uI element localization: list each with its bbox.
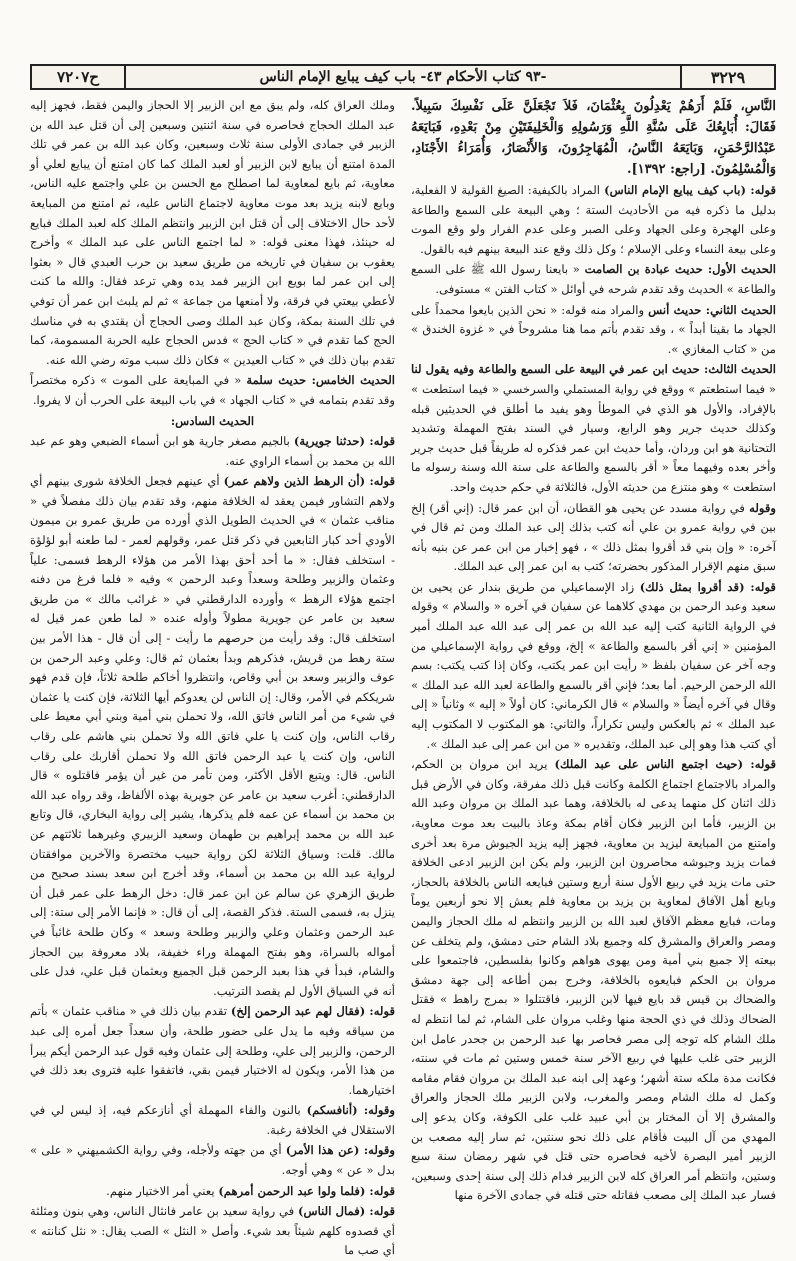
paragraph-label: قوله: (باب كيف يبايع الإمام الناس) (604, 183, 776, 197)
paragraph-label: الحديث الثالث: حديث ابن عمر في البيعة على السمع والطاعة وفيه يقول لنا (411, 362, 776, 377)
paragraph (30, 1101, 395, 1140)
paragraph-text: يريد ابن مروان بن الحكم، والمراد بالاجتماع اجتماع الكلمة وكانت قبل ذلك مفرقة، وكان في الأرض قبل ذلك اثنان كل منهما يدعى له بالخلافة، وهما عبد الملك بن مروان وعبد الله بن الزبير، فأما ابن الزبير فكان أقام بمكة وعاذ بالبيت بعد موت معاوية، وامتنع من المبايعة ليزيد بن معاوية، فجهز إليه يزيد الجيوش مرة بعد أخرى فمات يزيد وجيوشه محاصرون ابن الزبير، ولم يكن ابن الزبير ادعى الخلافة حتى مات يزيد في ربيع الأول سنة أربع وستين فبايعه الناس بالخلافة بالحجاز، وبايع أهل الآفاق لمعاوية بن يزيد بن معاوية فلم يعش إلا نحو أربعين يوماً ومات، فبايع معظم الآفاق لعبد الله بن الزبير وانتظم له ملك الحجاز واليمن ومصر والعراق والمشرق كله وجميع بلاد الشام حتى دمشق، ولم يتخلف عن بيعته إلا جميع بني أمية ومن يهوى هواهم وكانوا بفلسطين، فاجتمعوا على مروان بن الحكم فبايعوه بالخلافة، وخرج بمن أطاعه إلى جهة دمشق والضحاك بن قيس قد بايع فيها لابن الزبير، فاقتتلوا « بمرج راهط » فقتل الضحاك وذلك في ذي الحجة منها وغلب مروان على الشام، ثم لما انتظم له ملك الشام كله توجه إلى مصر فحاصر بها عبد الرحمن بن جحدر عامل ابن الزبير حتى غلب عليها في ربيع الآخر سنة خمس وستين ثم مات في سنته، فكانت مدة ملكه ستة أشهر؛ وعهد إلى ابنه عبد الملك بن مروان فقام مقامه وكمل له ملك الشام ومصر والمغرب، ولابن الزبير ملك الحجاز والعراق والمشرق إلا أن المختار بن أبي عبيد غلب على الكوفة، وكان يدعو إلى المهدي من آل البيت فأقام على ذلك نحو سنتين، ثم سار إليه مصعب بن الزبير أمير البصرة لأخيه فحاصره حتى قتل في شهر رمضان سنة سبع وستين، وانتظم أمر العراق كله لابن الزبير فدام ذلك إلى سنة إحدى وسبعين، فسار عبد الملك إلى مصعب فقاتله حتى قتله في جمادى الآخرة منها (411, 757, 776, 1203)
hadith-range: ح٧٢٠٧ (57, 68, 99, 86)
paragraph (30, 371, 395, 410)
paragraph-text: بالنون والفاء المهملة أي أنازعكم فيه، إذ ليس لي في الاستقلال في الخلافة رغبة. (30, 1103, 395, 1137)
paragraph-label: الحديث الأول: حديث عبادة بن الصامت (584, 262, 776, 277)
paragraph-label: الحديث الخامس: حديث سلمة (246, 373, 396, 388)
paragraph (411, 181, 776, 259)
paragraph-text: تقدم بيان ذلك في « مناقب عثمان » بأتم من سياقه وفيه ما يدل على حضور طلحة، وأن سعداً جعل أمره إلى عبد الرحمن، والزبير إلى علي، وطلحة إلى عثمان وفيه قول عبد الرحمن أيكم يبرأ من هذا الأمر، ويكون له الاختيار فيمن بقي، فاتفقوا عليه فتروى بعد ذلك في اختيارهما. (30, 1004, 395, 1097)
page-header (30, 64, 776, 90)
paragraph (30, 96, 395, 370)
paragraph-label: قوله: (فقال لهم عبد الرحمن إلخ) (230, 1004, 395, 1019)
paragraph-text: وملك العراق كله، ولم يبق مع ابن الزبير إلا الحجاز واليمن فقط، فجهز إليه عبد الملك الحجاج فحاصره في سنة اثنتين وسبعين إلى أن قتل عبد الله بن الزبير في جمادى الأولى سنة ثلاث وسبعين، وكان عبد الله بن عمر في تلك المدة امتنع أن يبايع لابن الزبير أو لعبد الملك كما كان امتنع أن يبايع لعلي أو معاوية، ثم بايع لمعاوية لما اصطلح مع الحسن بن علي واجتمع عليه الناس، وبايع لابنه يزيد بعد موت معاوية لاجتماع الناس عليه، ثم امتنع من المبايعة لأحد حال الاختلاف إلى أن قتل ابن الزبير وانتظم الملك كله لعبد الملك فبايع له حينئذ، فهذا معنى قوله: « لما اجتمع الناس على عبد الملك » وأخرج يعقوب بن سفيان في تاريخه من طريق سعيد بن حرب العبدي قال « بعثوا إلى ابن عمر لما بويع ابن الزبير فمد يده وهي ترعد فقال: والله ما كنت لأعطي بيعتي في فرقة، ولا أمنعها من جماعة » ثم لم يلبث ابن عمر أن توفي في تلك السنة بمكة، وكان عبد الملك وصى الحجاج أن يقتدي به في مناسك الحج كما تقدم في « كتاب الحج » فدس الحجاج عليه الحربة المسمومة، كما تقدم بيان ذلك في « كتاب العيدين » فكان ذلك سبب موته رضي الله عنه. (30, 98, 395, 367)
paragraph (411, 360, 776, 497)
paragraph (411, 499, 776, 577)
paragraph-label: قوله: (حيث اجتمع الناس على عبد الملك) (554, 757, 776, 772)
running-title: -٩٣ كتاب الأحكام ٤٣- باب كيف يبايع الإمام الناس (124, 66, 680, 88)
paragraph-text: في رواية مسدد عن يحيى هو القطان، أن ابن عمر قال: (إني أقر) إلخ بين في رواية عمرو بن علي أنه كتب بذلك إلى عبد الملك ومن ثم قال في آخره: « وإن بني قد أقروا بمثل ذلك » ، فهو إخبار من ابن عمر عن بنيه بأنه سبق منهم الإقرار المذكور بحضرته؛ كتب به ابن عمر إلى عبد الملك. (411, 500, 776, 574)
paragraph-text: « في المبايعة على الموت » ذكره مختصراً وقد تقدم بتمامه في « كتاب الجهاد » في باب البيعة على الحرب أن لا يفروا. (30, 373, 395, 407)
paragraph (30, 1182, 395, 1202)
paragraph (411, 578, 776, 754)
right-column (411, 96, 776, 1203)
paragraph-label: قوله: (فلما ولوا عبد الرحمن أمرهم) (218, 1183, 395, 1198)
paragraph (30, 1002, 395, 1100)
paragraph-label: قوله: (حدثنا جويرية) (293, 434, 395, 449)
paragraph-text: المراد بالكيفية: الصيغ القولية لا الفعلية، بدليل ما ذكره فيه من الأحاديث الستة ؛ وهي البيعة على السمع والطاعة وعلى الهجرة وعلى الجهاد وعلى الصبر وعلى عدم الفرار ولو وقع الموت وعلى بيعة النساء وعلى الإسلام ؛ وكل ذلك وقع عند البيعة بينهم فيه بالقول. (411, 183, 776, 256)
paragraph-label: وقوله: (عن هذا الأمر) (285, 1143, 395, 1158)
quran-verse: النَّاسِ، فَلَمْ أَرَهُمْ يَعْدِلُونَ بِعُثْمَانَ، فَلاَ تَجْعَلَنَّ عَلَى نَفْسِكَ سَبِيلاً. فَقَالَ: أُبَايِعُكَ عَلَى سُنَّةِ اللَّهِ وَرَسُولِهِ وَالْخَلِيفَتَيْنِ مِنْ بَعْدِهِ، فَبَايَعَهُ عَبْدُالرَّحْمَنِ، وَبَايَعَهُ النَّاسُ، الْمُهَاجِرُونَ، وَالأَنْصَارُ، وَأُمَرَاءُ الأَجْنَادِ، وَالْمُسْلِمُونَ. [راجع: ١٣٩٢]. (411, 99, 776, 177)
paragraph-label: وقوله (749, 500, 776, 515)
paragraph (411, 260, 776, 299)
paragraph-text: أي عينهم فجعل الخلافة شورى بينهم أي ولاهم التشاور فيمن يعقد له الخلافة منهم، وقد تقدم بيان ذلك مفصلاً في « مناقب عثمان » في الحديث الطويل الذي أورده من طريق عمرو بن ميمون الأودي أحد كبار التابعين في ذكر قتل عمر، وقولهم لعمر - لما طعنه أبو لؤلؤة - استخلف فقال: « ما أحد أحق بهذا الأمر من هؤلاء الرهط فسمى: علياً وعثمان والزبير وطلحة وسعداً وعبد الرحمن » وفيه « فلما فرغ من دفنه اجتمع هؤلاء الرهط » وأورده الدارقطني في « غرائب مالك » من طريق سعيد بن عامر عن جويرية مطولاً وأوله عنده « لما طعن عمر قيل له استخلف قال: وقد رأيت من حرصهم ما رأيت - إلى أن قال - هذا الأمر بين ستة رهط من قريش، فذكرهم وبدأ بعثمان ثم قال: وعلي وعبد الرحمن بن عوف والزبير وسعد بن أبي وقاص، وانتظروا أخاكم طلحة ثلاثاً، فإن قدم فهو شريككم في الأمر، وقال: إن الناس لن يعدوكم أيها الثلاثة، فإن كنت يا عثمان في شيء من أمر الناس فاتق الله، ولا تحملن بني أمية وبني أبي معيط على رقاب الناس، وإن كنت يا علي فاتق الله ولا تحملن بني هاشم على رقاب الناس، وإن كنت يا عبد الرحمن فاتق الله ولا تحملن أقاربك على رقاب الناس. قال: ويتبع الأقل الأكثر، ومن تأمر من غير أن يؤمر فاقتلوه » قال الدارقطني: أغرب سعيد بن عامر عن جويرية بهذه الألفاظ، وقد رواه عبد الله بن محمد بن أسماء عن عمه فلم يذكرها، يشير إلى رواية البخاري، قال وتابع عبد الله بن محمد إبراهيم بن طهمان وسعيد الزبيري وغيرهما ثلاثتهم عن مالك. قلت: وسياق الثلاثة لكن رواية حبيب مختصرة والآخرين موافقتان لرواية عبد الله بن محمد بن أسماء، وقد أخرج ابن سعد بسند صحيح من طريق الزهري عن سالم عن ابن عمر قال: دخل الرهط على عمر قبل أن ينزل به، فسمى الستة. فذكر القصة، إلى أن قال: « فإنما الأمر إلى ستة: إلى عبد الرحمن وعثمان وعلي والزبير وطلحة وسعد » وكان طلحة غائباً في أمواله بالسراة، وهو بفتح المهملة وراء خفيفة، بلاد معروفة بين الحجاز والشام، فبدأ في هذا بعبد الرحمن قبل الجميع وبعثمان قبل علي، فدل على أنه في السياق الأول لم يقصد الترتيب. (30, 474, 395, 998)
paragraph-text: في رواية سعيد بن عامر فانثال الناس، وهي بنون ومثلثة أي قصدوه كلهم شيئاً بعد شيء. وأصل « النثل » الصب يقال: « نثل كنانته » أي صب ما (30, 1204, 395, 1258)
paragraph (30, 1202, 395, 1261)
paragraph-text: يعني أمر الاختيار منهم. (106, 1183, 219, 1198)
left-column (30, 96, 396, 1258)
paragraph-text: والمراد منه قوله: « نحن الذين بايعوا محمداً على الجهاد ما بقينا أبداً » ، وقد تقدم بأتم مما هنا مشروحاً في « غزوة الخندق » من « كتاب المغازي ». (411, 302, 776, 356)
paragraph-text: « فيما استطعتم » ووقع في رواية المستملي والسرخسي « فيما استطعت » بالإفراد، والأول هو الذي في الموطأ وهو يفيد ما أطلق في الحديثين قبله وكذلك حديث جرير وهو الرابع، وسيار في السند بفتح المهملة وتشديد التحتانية هو ابن وردان، وأما حديث ابن عمر فذكره له طريقاً قبل حديث جرير وأخر بعده وفيهما معاً « أقر بالسمع والطاعة على سنة الله وسنة رسوله ما استطعت » وهو منتزع من حديثه الأول، فالثلاثة في حكم حديث واحد. (411, 381, 776, 494)
text-columns (30, 96, 776, 1258)
paragraph-label: قوله: (فمال الناس) (298, 1204, 395, 1219)
paragraph (30, 432, 395, 471)
page-number: ٣٢٢٩ (680, 66, 774, 88)
paragraph-label: قوله: (قد أقروا بمثل ذلك) (639, 579, 776, 594)
paragraph (411, 301, 776, 360)
paragraph (411, 755, 776, 1206)
paragraph (30, 472, 395, 1001)
paragraph-text: بالجيم مصغر جارية هو ابن أسماء الضبعي وهو عم عبد الله بن محمد بن أسماء الراوي عنه. (30, 434, 395, 468)
paragraph-text: زاد الإسماعيلي من طريق بندار عن يحيى بن سعيد وعبد الرحمن بن مهدي كلاهما عن سفيان في آخره « والسلام » وقوله في الرواية الثانية كتب إليه عبد الله بن عمر إلى عبد الله عبد الملك أمير المؤمنين « إني أقر بالسمع والطاعة » إلخ، ووقع في رواية الإسماعيلي من وجه آخر عن سفيان بلفظ « رأيت ابن عمر يكتب، وكان إذا كتب يكتب: بسم الله الرحمن الرحيم. أما بعد؛ فإني أقر بالسمع والطاعة لعبد الله عبد الملك » وقال في آخره أيضاً « والسلام » قال الكرماني: كان أولاً « إليه » وثانياً « إلى عبد الملك » ثم بالعكس وليس تكراراً، والثاني: هو المكتوب لا المكتوب إليه أي كتب هذا وهو إلى عبد الملك، وتقديره « من ابن عمر إلى عبد الملك ». (411, 579, 776, 751)
paragraph-text: « بايعنا رسول الله ﷺ على السمع والطاعة » الحديث وقد تقدم شرحه في أوائل « كتاب الفتن » مستوفى. (411, 262, 776, 296)
paragraph-label: قوله: (أن الرهط الذين ولاهم عمر) (223, 474, 395, 489)
section-heading: الحديث السادس: (170, 413, 255, 428)
paragraph-label: الحديث الثاني: حديث أنس (648, 302, 776, 317)
paragraph-label: وقوله: (أنافسكم) (306, 1103, 395, 1118)
paragraph-text: أي من جهته ولأجله، وفي رواية الكشميهني « على » بدل « عن » وهي أوجه. (30, 1143, 395, 1178)
paragraph (30, 1141, 395, 1180)
